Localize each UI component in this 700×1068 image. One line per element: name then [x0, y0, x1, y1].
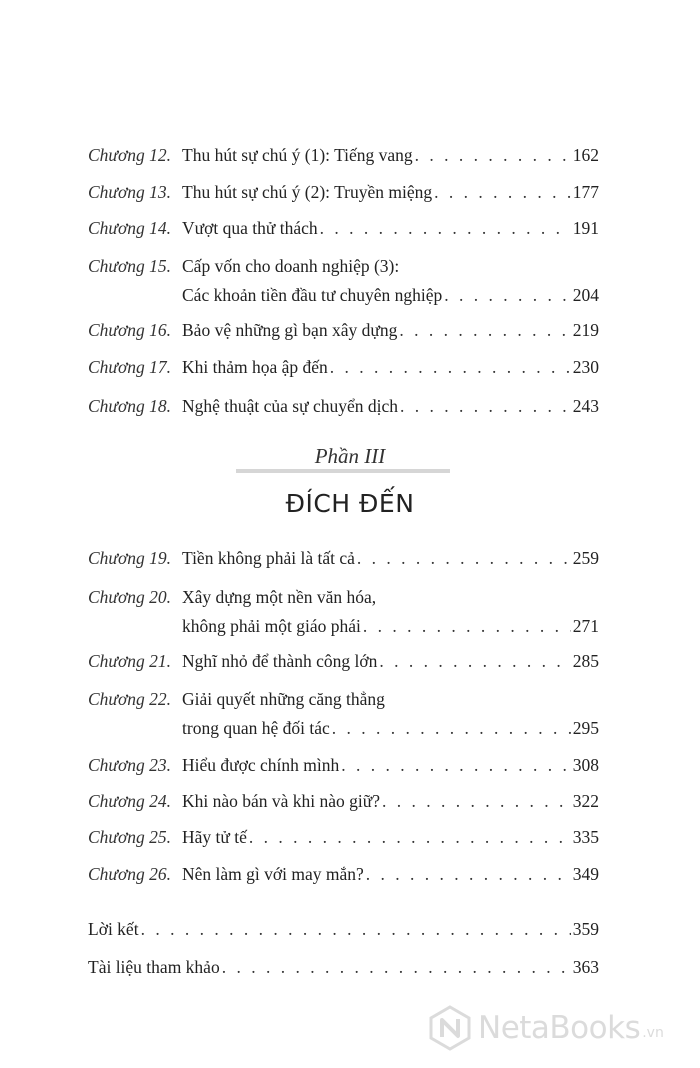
page-number: 335 — [572, 827, 599, 847]
chapter-title: Nghệ thuật của sự chuyển dịch — [182, 396, 399, 416]
chapter-label: Chương 15. — [88, 256, 172, 276]
page-number: 230 — [572, 357, 599, 377]
toc-entry-ch13[interactable] — [88, 178, 599, 206]
dot-leader — [330, 353, 571, 381]
dot-leader — [357, 544, 571, 572]
toc-entry-ch22[interactable] — [88, 685, 599, 713]
page-number: 243 — [572, 396, 599, 416]
dot-leader — [341, 751, 570, 779]
chapter-label: Chương 25. — [88, 827, 172, 847]
chapter-title: Hãy tử tế — [182, 827, 247, 847]
dot-leader — [222, 953, 571, 981]
chapter-label: Chương 19. — [88, 548, 172, 568]
toc-entry-references[interactable] — [88, 953, 599, 981]
page-number: 322 — [572, 791, 599, 811]
toc-entry-ch21[interactable] — [88, 647, 599, 675]
chapter-title-line1: Cấp vốn cho doanh nghiệp (3): — [182, 256, 400, 276]
toc-entry-ch25[interactable] — [88, 823, 599, 851]
chapter-title: Hiểu được chính mình — [182, 755, 340, 775]
toc-entry-ch20-cont[interactable] — [88, 612, 599, 640]
page-number: 295 — [572, 718, 599, 738]
chapter-title: không phải một giáo phái — [182, 616, 361, 636]
chapter-label: Chương 13. — [88, 182, 172, 202]
chapter-title: Nghĩ nhỏ để thành công lớn — [182, 651, 378, 671]
toc-entry-epilogue[interactable] — [88, 915, 599, 943]
toc-entry-ch22-cont[interactable] — [88, 714, 599, 742]
watermark-brand: NetaBooks — [478, 1010, 641, 1046]
part-label: Phần III — [314, 444, 386, 468]
page-number: 271 — [572, 616, 599, 636]
toc-entry-ch23[interactable] — [88, 751, 599, 779]
toc-entry-ch24[interactable] — [88, 787, 599, 815]
chapter-title: Vượt qua thử thách — [182, 218, 318, 238]
dot-leader — [400, 392, 571, 420]
page-number: 219 — [572, 320, 599, 340]
toc-entry-ch14[interactable] — [88, 214, 599, 242]
chapter-label: Chương 18. — [88, 396, 172, 416]
chapter-label: Chương 22. — [88, 689, 172, 709]
dot-leader — [332, 714, 571, 742]
chapter-label: Chương 12. — [88, 145, 172, 165]
dot-leader — [363, 612, 571, 640]
chapter-label: Chương 14. — [88, 218, 172, 238]
watermark-suffix: .vn — [642, 1025, 664, 1041]
page-number: 191 — [572, 218, 599, 238]
page-number: 204 — [572, 285, 599, 305]
page-number: 259 — [572, 548, 599, 568]
chapter-title: Tiền không phải là tất cả — [182, 548, 355, 568]
netabooks-logo-icon — [428, 1005, 472, 1051]
page-number: 359 — [572, 919, 599, 939]
chapter-title: trong quan hệ đối tác — [182, 718, 330, 738]
page-number: 308 — [572, 755, 599, 775]
page-number: 162 — [572, 145, 599, 165]
chapter-label: Chương 20. — [88, 587, 172, 607]
chapter-label: Chương 26. — [88, 864, 172, 884]
toc-entry-ch20[interactable] — [88, 583, 599, 611]
toc-entry-ch17[interactable] — [88, 353, 599, 381]
entry-title: Lời kết — [88, 919, 139, 939]
chapter-title: Thu hút sự chú ý (2): Truyền miệng — [182, 182, 433, 202]
toc-entry-ch16[interactable] — [88, 316, 599, 344]
part-divider — [236, 469, 450, 473]
chapter-label: Chương 23. — [88, 755, 172, 775]
chapter-label: Chương 17. — [88, 357, 172, 377]
chapter-title: Bảo vệ những gì bạn xây dựng — [182, 320, 398, 340]
dot-leader — [141, 915, 571, 943]
part-title: ĐÍCH ĐẾN — [285, 489, 415, 518]
dot-leader — [399, 316, 570, 344]
dot-leader — [434, 178, 571, 206]
page-number: 177 — [572, 182, 599, 202]
chapter-title: Nên làm gì với may mắn? — [182, 864, 364, 884]
page-number: 349 — [572, 864, 599, 884]
dot-leader — [444, 281, 571, 309]
dot-leader — [379, 647, 570, 675]
dot-leader — [382, 787, 571, 815]
dot-leader — [415, 141, 571, 169]
dot-leader — [366, 860, 571, 888]
chapter-label: Chương 24. — [88, 791, 172, 811]
page-number: 285 — [572, 651, 599, 671]
chapter-title-line1: Xây dựng một nền văn hóa, — [182, 587, 377, 607]
dot-leader — [320, 214, 571, 242]
chapter-label: Chương 16. — [88, 320, 172, 340]
toc-entry-ch12[interactable] — [88, 141, 599, 169]
toc-entry-ch15[interactable] — [88, 252, 599, 280]
page-number: 363 — [572, 957, 599, 977]
chapter-title-line1: Giải quyết những căng thẳng — [182, 689, 385, 709]
chapter-title: Các khoản tiền đầu tư chuyên nghiệp — [182, 285, 443, 305]
chapter-title: Thu hút sự chú ý (1): Tiếng vang — [182, 145, 413, 165]
toc-entry-ch18[interactable] — [88, 392, 599, 420]
toc-entry-ch26[interactable] — [88, 860, 599, 888]
chapter-title: Khi nào bán và khi nào giữ? — [182, 791, 381, 811]
watermark — [428, 1003, 664, 1053]
chapter-label: Chương 21. — [88, 651, 172, 671]
toc-entry-ch15-cont[interactable] — [88, 281, 599, 309]
chapter-title: Khi thảm họa ập đến — [182, 357, 328, 377]
toc-entry-ch19[interactable] — [88, 544, 599, 572]
dot-leader — [249, 823, 571, 851]
entry-title: Tài liệu tham khảo — [88, 957, 220, 977]
